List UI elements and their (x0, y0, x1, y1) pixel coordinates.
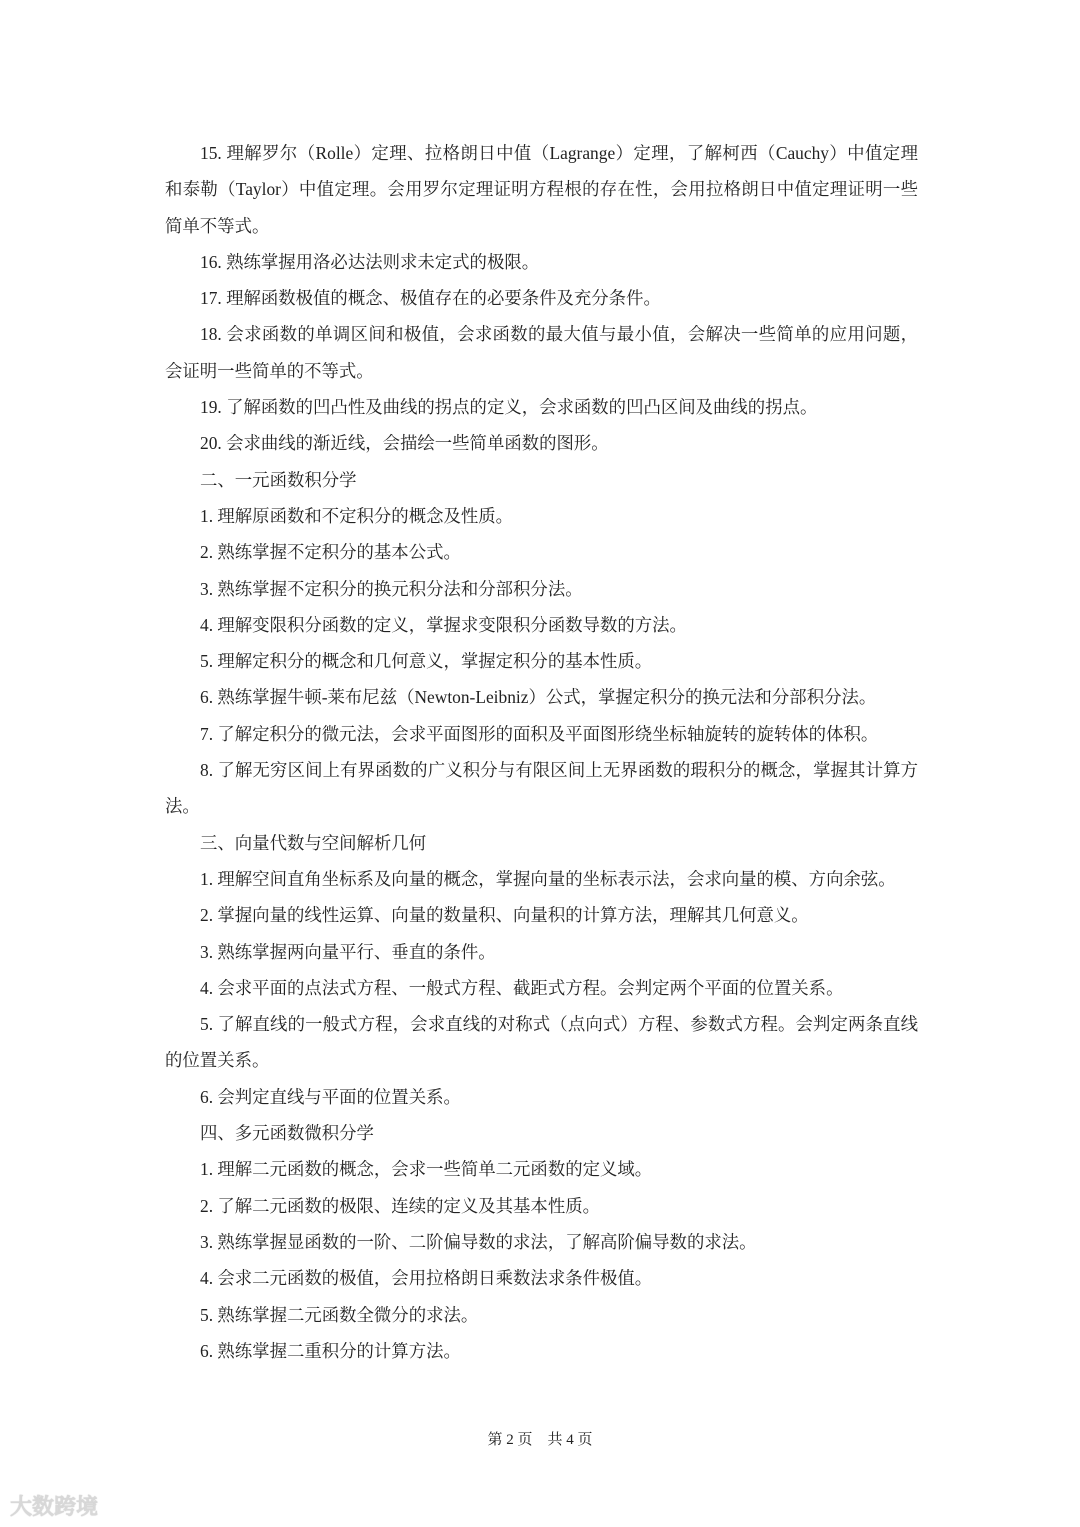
list-item: 17. 理解函数极值的概念、极值存在的必要条件及充分条件。 (200, 288, 661, 309)
document-body (165, 135, 918, 1369)
list-item: 20. 会求曲线的渐近线，会描绘一些简单函数的图形。 (200, 433, 609, 454)
list-item: 4. 会求二元函数的极值，会用拉格朗日乘数法求条件极值。 (200, 1268, 653, 1289)
list-item: 7. 了解定积分的微元法，会求平面图形的面积及平面图形绕坐标轴旋转的旋转体的体积。 (200, 723, 879, 744)
list-item: 3. 熟练掌握不定积分的换元积分法和分部积分法。 (200, 578, 583, 599)
list-item: 6. 会判定直线与平面的位置关系。 (200, 1086, 461, 1107)
section-heading: 四、多元函数微积分学 (200, 1123, 374, 1144)
list-item: 1. 理解二元函数的概念，会求一些简单二元函数的定义域。 (200, 1159, 653, 1180)
list-item: 2. 了解二元函数的极限、连续的定义及其基本性质。 (200, 1195, 600, 1216)
list-item: 5. 理解定积分的概念和几何意义，掌握定积分的基本性质。 (200, 651, 653, 672)
list-item: 2. 掌握向量的线性运算、向量的数量积、向量积的计算方法，理解其几何意义。 (200, 905, 809, 926)
page-footer: 第 2 页 共 4 页 (487, 1432, 593, 1448)
section-heading: 二、一元函数积分学 (200, 469, 357, 490)
list-item: 18. 会求函数的单调区间和极值，会求函数的最大值与最小值，会解决一些简单的应用问题，会证明一些简单的不等式。 (165, 324, 918, 381)
list-item: 4. 理解变限积分函数的定义，掌握求变限积分函数导数的方法。 (200, 614, 687, 635)
list-item: 19. 了解函数的凹凸性及曲线的拐点的定义，会求函数的凹凸区间及曲线的拐点。 (200, 397, 818, 418)
list-item: 1. 理解原函数和不定积分的概念及性质。 (200, 505, 514, 526)
list-item: 15. 理解罗尔（Rolle）定理、拉格朗日中值（Lagrange）定理，了解柯西（Cauchy）中值定理和泰勒（Taylor）中值定理。会用罗尔定理证明方程根的存在性，会用拉格朗日中值定理证明一些简单不等式。 (165, 143, 918, 236)
watermark-text: 大数跨境 (10, 1495, 99, 1520)
list-item: 6. 熟练掌握牛顿-莱布尼兹（Newton-Leibniz）公式，掌握定积分的换元法和分部积分法。 (200, 687, 877, 708)
section-heading: 三、向量代数与空间解析几何 (200, 832, 427, 853)
list-item: 3. 熟练掌握显函数的一阶、二阶偏导数的求法，了解高阶偏导数的求法。 (200, 1231, 757, 1252)
list-item: 6. 熟练掌握二重积分的计算方法。 (200, 1340, 461, 1361)
list-item: 5. 熟练掌握二元函数全微分的求法。 (200, 1304, 479, 1325)
list-item: 3. 熟练掌握两向量平行、垂直的条件。 (200, 941, 496, 962)
list-item: 1. 理解空间直角坐标系及向量的概念，掌握向量的坐标表示法，会求向量的模、方向余弦。 (200, 868, 896, 889)
list-item: 4. 会求平面的点法式方程、一般式方程、截距式方程。会判定两个平面的位置关系。 (200, 977, 844, 998)
list-item: 5. 了解直线的一般式方程，会求直线的对称式（点向式）方程、参数式方程。会判定两条直线的位置关系。 (165, 1014, 918, 1071)
watermark-logo (10, 1490, 98, 1521)
list-item: 2. 熟练掌握不定积分的基本公式。 (200, 542, 461, 563)
list-item: 16. 熟练掌握用洛必达法则求未定式的极限。 (200, 251, 540, 272)
list-item: 8. 了解无穷区间上有界函数的广义积分与有限区间上无界函数的瑕积分的概念，掌握其计算方法。 (165, 760, 918, 817)
